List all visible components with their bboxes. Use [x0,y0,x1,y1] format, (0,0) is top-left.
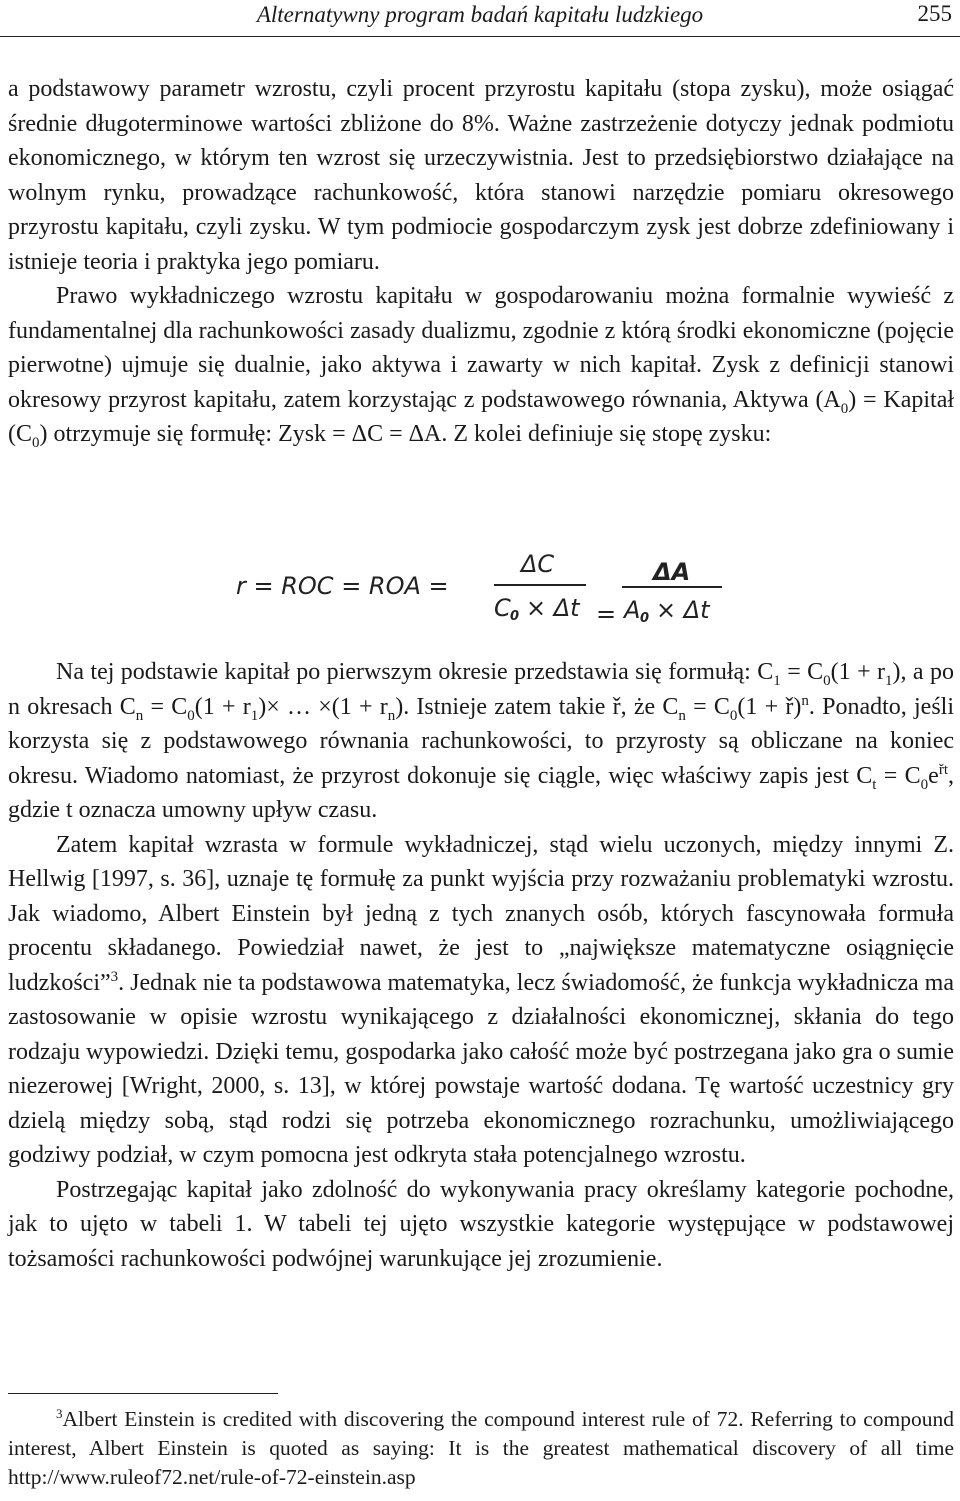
footnote-reference: 3 [110,968,119,985]
page-number: 255 [917,1,952,26]
paragraph-3: Na tej podstawie kapitał po pierwszym okresie przedstawia się formułą: $C_1 = C_0(1 + r_1)$, a po n okresach $C_n = C_0(1 + r_1)\times$ … $\times(1 + r_n)$. Istnieje zatem takie ř, że $C_n = C_0(1$ + ř)$^n$. Ponadto, jeśli korzysta się z podstawowego równania rachunkowości, to przyrosty są obliczane na koniec okresu. Wiadomo natomiast, że przyrost dokonuje się ciągle, więc właściwy zapis jest $C_t = C_0e^{řt}$, gdzie t oznacza umowny upływ czasu. [8,659,955,823]
footnote-rule [8,1393,278,1394]
formula-denominator-2-rest: × Δt [656,596,710,624]
profit-rate-formula [236,542,736,624]
formula-denominator-1-var: C [494,594,511,622]
formula-denominator-2-sub: 0 [640,611,650,624]
formula-equals: = [596,600,617,624]
formula-denominator-1-rest: × Δt [526,594,580,622]
formula-denominator-2-var: A [624,596,641,624]
paragraph-2: Prawo wykładniczego wzrostu kapitału w gospodarowaniu można formalnie wywieść z fundamentalnej dla rachunkowości zasady dualizmu, zgodnie z którą środki ekonomiczne (pojęcie pierwotne) ujmuje się dualnie, jako aktywa i zawarty w nich kapitał. Zysk z definicji stanowi okresowy przyrost kapitału, zatem korzystając z podstawowego równania, Aktywa $(A_0)$ = Kapitał $(C_0)$ otrzymuje się formułę: Zysk = ΔC = ΔA. Z kolei definiuje się stopę zysku: [8,283,955,451]
footnote-3: $^3$Albert Einstein is credited with discovering the compound interest rule of 72. Referring to compound interest, Albert Einstein is quoted as saying: It is the greatest mathematical discovery of all time http://www.ruleof72.net/rule-of-72-einstein.asp [8,1405,954,1489]
formula-numerator-2: ΔA [653,558,691,586]
body-block-upper [8,72,954,452]
paragraph-4: Zatem kapitał wzrasta w formule wykładniczej, stąd wielu uczonych, między innymi Z. Hellwig [1997, s. 36], uznaje tę formułę za punkt wyjścia przy rozważaniu problematyki wzrostu. Jak wiadomo, Albert Einstein był jedną z tych znanych osób, których fascynowała formuła procentu składanego. Powiedział nawet, że jest to „największe matematyczne osiągnięcie ludzkości”$^3$. Jednak nie ta podstawowa matematyka, lecz świadomość, że funkcja wykładnicza ma zastosowanie w opisie wzrostu wynikającego z działalności ekonomicznej, skłania do tego rodzaju wypowiedzi. Dzięki temu, gospodarka jako całość może być postrzegana jako gra o sumie niezerowej [Wright, 2000, s. 13], w której powstaje wartość dodana. Tę wartość uczestnicy gry dzielą między sobą, stąd rodzi się potrzeba ekonomicznego rozrachunku, umożliwiającego godziwy podział, w czym pomocna jest odkryta stała potencjalnego wzrostu. [8,831,954,1168]
paragraph-1: a podstawowy parametr wzrostu, czyli procent przyrostu kapitału (stopa zysku), może osiągać średnie długoterminowe wartości zbliżone do 8%. Ważne zastrzeżenie dotyczy jednak podmiotu ekonomicznego, w którym ten wzrost się urzeczywistnia. Jest to przedsiębiorstwo działające na wolnym rynku, prowadzące rachunkowość, która stanowi narzędzie pomiaru okresowego przyrostu kapitału, czyli zysku. W tym podmiocie gospodarczym zysk jest dobrze zdefiniowany i istnieje teoria i praktyka jego pomiaru. [8,76,954,275]
paragraph-5: Postrzegając kapitał jako zdolność do wykonywania pracy określamy kategorie pochodne, jak to ujęto w tabeli 1. W tabeli tej ujęto wszystkie kategorie występujące w podstawowej tożsamości rachunkowości podwójnej warunkujące jej zrozumienie. [8,1176,954,1272]
footnote-marker: 3 [56,1405,63,1421]
running-header [0,0,960,37]
body-block-lower [8,655,954,1276]
formula-lhs: r = ROC = ROA = [236,572,449,600]
formula-numerator-1: ΔC [521,550,555,578]
running-title: Alternatywny program badań kapitału ludzkiego [256,2,704,27]
formula-denominator-1-sub: 0 [510,609,520,624]
